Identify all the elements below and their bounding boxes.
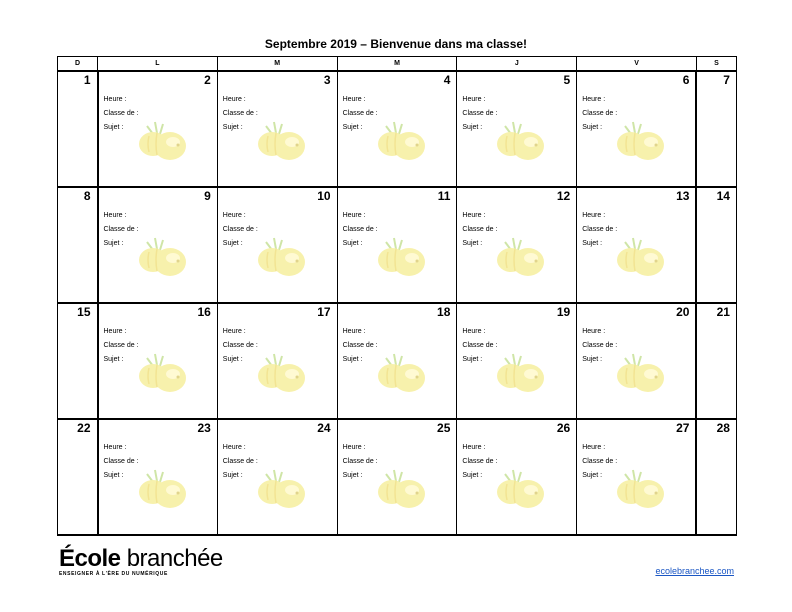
slot-label-sujet: Sujet : (582, 472, 603, 479)
slot-label-classe: Classe de : (222, 110, 258, 117)
bee-icon (137, 352, 189, 398)
weekday-header: L (98, 57, 218, 72)
day-cell[interactable] (58, 419, 98, 535)
slot-label-heure: Heure : (103, 444, 127, 451)
weekday-header: M (217, 57, 337, 72)
bee-icon (376, 120, 428, 166)
day-cell[interactable] (337, 187, 457, 303)
day-number: 9 (204, 189, 211, 203)
bee-icon (495, 236, 547, 282)
day-number: 26 (556, 421, 571, 435)
slot-label-sujet: Sujet : (462, 356, 483, 363)
slot-label-heure: Heure : (462, 96, 486, 103)
weekday-header: J (457, 57, 577, 72)
day-cell[interactable] (337, 303, 457, 419)
weekday-header-row (58, 57, 737, 72)
slot-label-sujet: Sujet : (342, 356, 363, 363)
slot-label-sujet: Sujet : (582, 240, 603, 247)
day-number: 7 (723, 73, 730, 87)
day-cell[interactable] (98, 303, 218, 419)
day-number: 6 (682, 73, 690, 87)
slot-label-classe: Classe de : (342, 110, 378, 117)
bee-icon (376, 352, 428, 398)
slot-label-classe: Classe de : (103, 226, 139, 233)
week-row (58, 71, 737, 187)
day-number: 22 (77, 421, 91, 435)
slot-label-sujet: Sujet : (222, 356, 243, 363)
slot-label-classe: Classe de : (103, 110, 139, 117)
slot-label-heure: Heure : (342, 96, 366, 103)
bee-icon (137, 120, 189, 166)
slot-label-sujet: Sujet : (462, 240, 483, 247)
slot-label-sujet: Sujet : (222, 472, 243, 479)
slot-label-classe: Classe de : (462, 342, 498, 349)
slot-label-sujet: Sujet : (342, 472, 363, 479)
slot-label-classe: Classe de : (222, 226, 258, 233)
bee-icon (256, 236, 308, 282)
slot-label-sujet: Sujet : (342, 124, 363, 131)
slot-label-sujet: Sujet : (103, 124, 124, 131)
day-cell[interactable] (457, 419, 577, 535)
weekday-header: M (337, 57, 457, 72)
slot-label-classe: Classe de : (342, 342, 378, 349)
day-cell[interactable] (457, 303, 577, 419)
slot-fields (104, 209, 139, 251)
slot-label-heure: Heure : (222, 444, 246, 451)
day-cell[interactable] (457, 187, 577, 303)
slot-label-classe: Classe de : (462, 110, 498, 117)
day-number: 23 (197, 421, 211, 435)
slot-fields (223, 325, 258, 367)
bee-icon (256, 352, 308, 398)
day-number: 16 (197, 305, 211, 319)
slot-label-classe: Classe de : (342, 458, 378, 465)
bee-icon (137, 236, 189, 282)
day-cell[interactable] (577, 71, 697, 187)
weekday-header: D (58, 57, 98, 72)
day-number: 5 (563, 73, 571, 87)
slot-label-classe: Classe de : (342, 226, 378, 233)
day-cell[interactable] (577, 419, 697, 535)
day-number: 3 (323, 73, 331, 87)
day-cell[interactable] (696, 303, 736, 419)
bee-icon (376, 236, 428, 282)
slot-label-classe: Classe de : (582, 342, 618, 349)
slot-label-classe: Classe de : (222, 458, 258, 465)
logo-text-part1: École (59, 545, 121, 572)
day-number: 27 (676, 421, 690, 435)
slot-fields (223, 209, 258, 251)
day-cell[interactable] (217, 419, 337, 535)
day-number: 24 (317, 421, 331, 435)
slot-fields (582, 325, 617, 367)
slot-label-heure: Heure : (103, 328, 127, 335)
slot-label-heure: Heure : (222, 328, 246, 335)
day-cell[interactable] (58, 303, 98, 419)
slot-label-heure: Heure : (342, 212, 366, 219)
slot-label-heure: Heure : (462, 212, 486, 219)
slot-label-classe: Classe de : (582, 226, 618, 233)
slot-label-classe: Classe de : (582, 458, 618, 465)
day-cell[interactable] (98, 187, 218, 303)
day-cell[interactable] (58, 187, 98, 303)
slot-label-heure: Heure : (462, 444, 486, 451)
slot-label-heure: Heure : (342, 328, 366, 335)
slot-label-classe: Classe de : (462, 458, 498, 465)
slot-label-sujet: Sujet : (582, 356, 603, 363)
slot-label-heure: Heure : (582, 96, 606, 103)
slot-fields (104, 93, 139, 135)
day-cell[interactable] (696, 187, 736, 303)
slot-label-sujet: Sujet : (582, 124, 603, 131)
day-cell[interactable] (217, 303, 337, 419)
bee-icon (615, 236, 667, 282)
slot-label-sujet: Sujet : (222, 124, 243, 131)
day-number: 14 (716, 189, 730, 203)
bee-icon (137, 468, 189, 514)
bee-icon (256, 120, 308, 166)
day-number: 1 (83, 73, 91, 87)
day-cell[interactable] (696, 71, 736, 187)
day-cell[interactable] (98, 419, 218, 535)
bee-icon (615, 120, 667, 166)
day-cell[interactable] (337, 419, 457, 535)
slot-fields (223, 441, 258, 483)
bee-icon (615, 468, 667, 514)
day-number: 13 (676, 189, 690, 203)
calendar-grid (57, 56, 737, 536)
bee-icon (495, 468, 547, 514)
slot-label-classe: Classe de : (462, 226, 498, 233)
page-title: Septembre 2019 – Bienvenue dans ma classe! (264, 37, 528, 51)
website-link[interactable]: ecolebranchee.com (655, 566, 734, 576)
slot-fields (223, 93, 258, 135)
slot-fields (462, 209, 497, 251)
slot-fields (104, 441, 139, 483)
ecole-branchee-logo (59, 547, 223, 577)
day-cell[interactable] (457, 71, 577, 187)
day-cell[interactable] (577, 187, 697, 303)
day-number: 10 (317, 189, 331, 203)
slot-fields (462, 325, 497, 367)
day-cell[interactable] (98, 71, 218, 187)
slot-fields (104, 325, 139, 367)
day-number: 11 (437, 189, 451, 203)
day-number: 4 (443, 73, 451, 87)
day-number: 21 (716, 305, 730, 319)
slot-label-heure: Heure : (582, 328, 606, 335)
day-number: 2 (204, 73, 211, 87)
slot-label-heure: Heure : (103, 96, 127, 103)
slot-label-sujet: Sujet : (462, 124, 483, 131)
day-number: 12 (556, 189, 571, 203)
day-number: 25 (437, 421, 451, 435)
weekday-header: V (577, 57, 697, 72)
slot-fields (343, 325, 378, 367)
day-cell[interactable] (58, 71, 98, 187)
slot-label-sujet: Sujet : (103, 472, 124, 479)
week-row (58, 303, 737, 419)
slot-label-heure: Heure : (222, 212, 246, 219)
slot-label-classe: Classe de : (582, 110, 618, 117)
weekday-header: S (696, 57, 736, 72)
slot-label-heure: Heure : (582, 444, 606, 451)
slot-fields (582, 441, 617, 483)
slot-label-heure: Heure : (103, 212, 127, 219)
slot-fields (343, 93, 378, 135)
slot-fields (582, 209, 617, 251)
week-row (58, 187, 737, 303)
slot-fields (582, 93, 617, 135)
day-cell[interactable] (696, 419, 736, 535)
bee-icon (376, 468, 428, 514)
day-number: 28 (716, 421, 730, 435)
slot-fields (343, 441, 378, 483)
bee-icon (495, 120, 547, 166)
slot-label-sujet: Sujet : (103, 356, 124, 363)
day-cell[interactable] (337, 71, 457, 187)
slot-label-heure: Heure : (462, 328, 486, 335)
slot-label-sujet: Sujet : (462, 472, 483, 479)
slot-fields (462, 93, 497, 135)
day-number: 17 (317, 305, 331, 319)
slot-label-heure: Heure : (222, 96, 246, 103)
slot-label-classe: Classe de : (222, 342, 258, 349)
day-number: 19 (556, 305, 571, 319)
day-number: 8 (83, 189, 91, 203)
slot-fields (343, 209, 378, 251)
slot-label-sujet: Sujet : (342, 240, 363, 247)
logo-text-part2: branchée (120, 545, 223, 572)
bee-icon (495, 352, 547, 398)
day-cell[interactable] (217, 71, 337, 187)
slot-label-classe: Classe de : (103, 342, 139, 349)
day-number: 15 (77, 305, 91, 319)
week-row (58, 419, 737, 535)
bee-icon (256, 468, 308, 514)
slot-label-sujet: Sujet : (222, 240, 243, 247)
bee-icon (615, 352, 667, 398)
logo-tagline: ENSEIGNER À L'ÈRE DU NUMÉRIQUE (59, 571, 168, 577)
day-number: 20 (676, 305, 690, 319)
slot-fields (462, 441, 497, 483)
slot-label-classe: Classe de : (103, 458, 139, 465)
slot-label-heure: Heure : (342, 444, 366, 451)
slot-label-heure: Heure : (582, 212, 606, 219)
day-cell[interactable] (217, 187, 337, 303)
day-cell[interactable] (577, 303, 697, 419)
slot-label-sujet: Sujet : (103, 240, 124, 247)
day-number: 18 (437, 305, 451, 319)
